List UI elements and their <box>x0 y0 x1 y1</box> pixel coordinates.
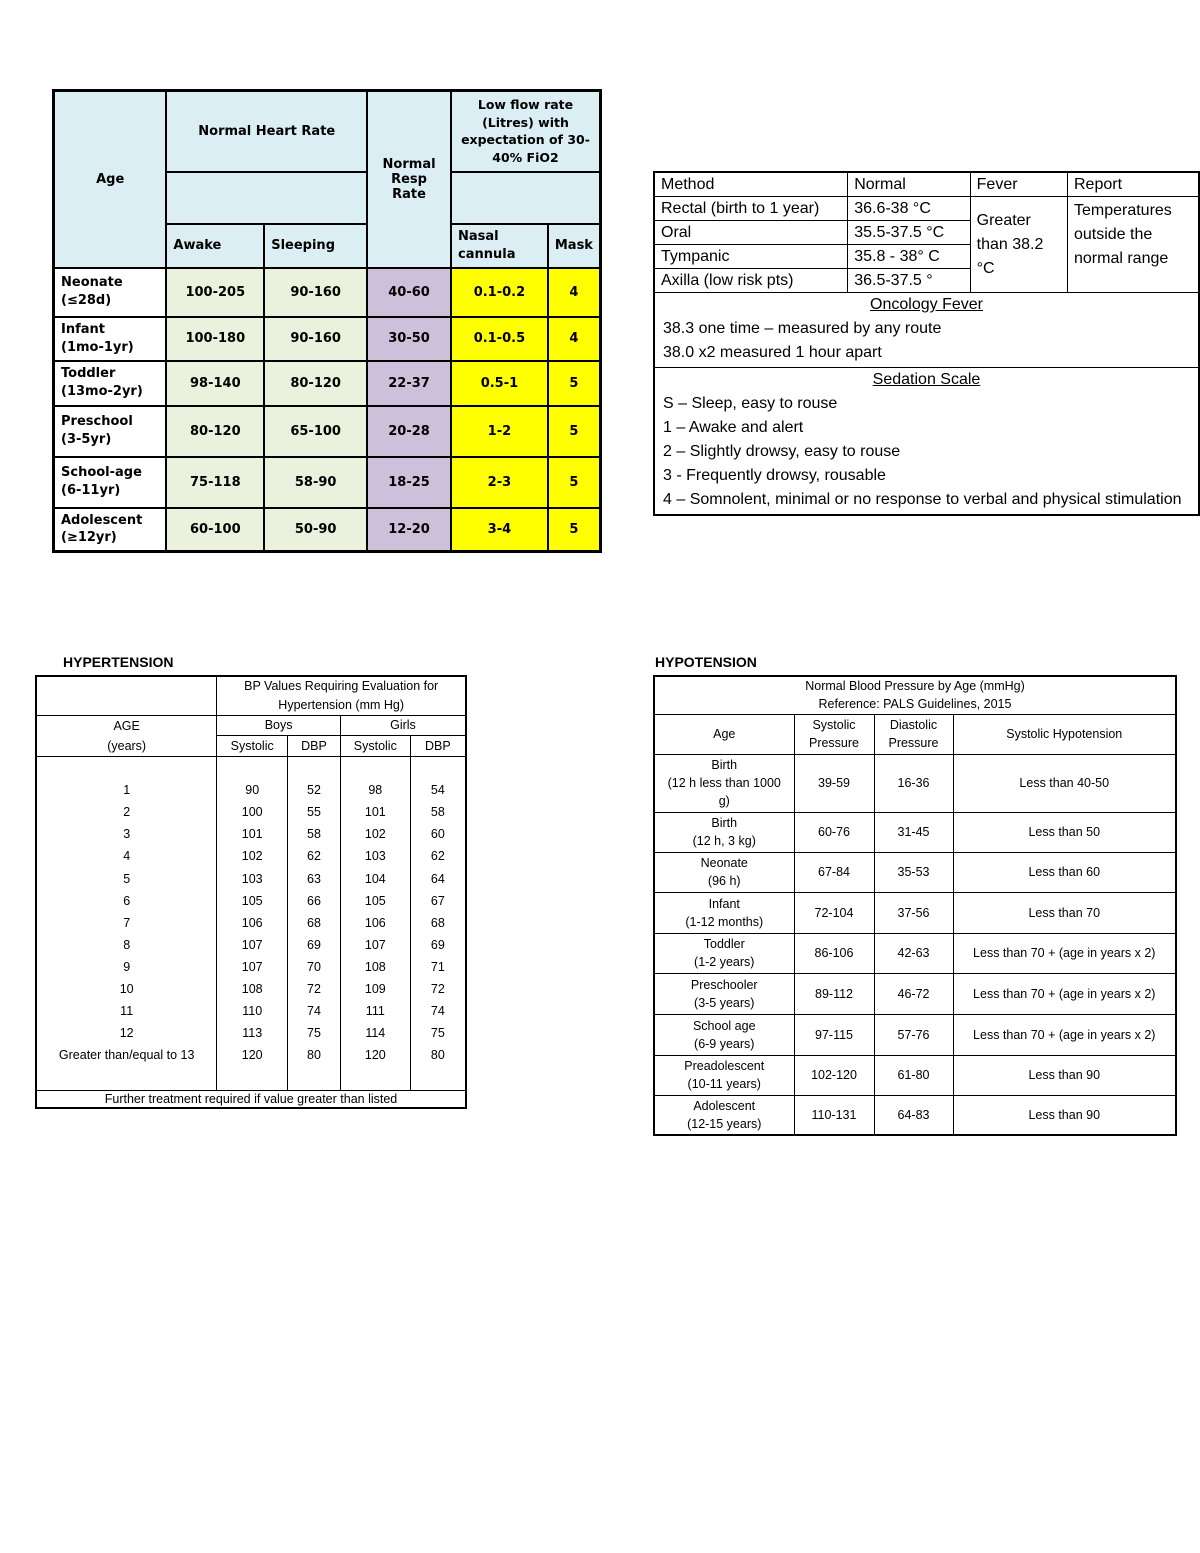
htn-row <box>36 779 466 801</box>
boys-dbp-cell: 80 <box>288 1044 341 1066</box>
hypo-age-name: Preschooler <box>690 977 758 992</box>
girls-dbp-cell: 71 <box>410 956 466 978</box>
girls-dbp-cell: 54 <box>410 779 466 801</box>
age-group-cell <box>54 317 167 361</box>
sedation-scale-section <box>654 368 1199 516</box>
sedation-line: S – Sleep, easy to rouse <box>663 395 838 412</box>
girls-systolic-cell: 105 <box>340 890 410 912</box>
boys-dbp-cell: 63 <box>288 867 341 889</box>
resp-rate-cell: 12-20 <box>367 508 451 552</box>
hypo-age-range: (1-12 months) <box>685 914 764 929</box>
age-group-cell <box>54 508 167 552</box>
hypo-reference: Reference: PALS Guidelines, 2015 <box>818 697 1012 712</box>
hypo-age-name: Birth <box>711 816 738 830</box>
hypo-age-cell <box>654 1014 794 1055</box>
boys-dbp-header: DBP <box>288 735 341 756</box>
vitals-row <box>54 317 601 361</box>
htn-age-cell: 6 <box>36 890 217 912</box>
age-group-cell <box>54 457 167 508</box>
htn-age-label: AGE <box>113 719 140 733</box>
boys-systolic-cell: 90 <box>217 779 288 801</box>
sedation-line: 4 – Somnolent, minimal or no response to verbal and physical stimulation <box>663 491 1182 508</box>
girls-systolic-cell: 114 <box>340 1022 410 1044</box>
hypo-title-cell <box>654 676 1176 714</box>
hypo-row <box>654 973 1176 1014</box>
hypo-age-range: (10-11 years) <box>687 1077 761 1091</box>
hypo-age-cell <box>654 754 794 812</box>
boys-systolic-header: Systolic <box>217 735 288 756</box>
hypo-threshold-cell: Less than 90 <box>953 1095 1176 1135</box>
boys-systolic-cell: 101 <box>217 823 288 845</box>
boys-dbp-cell: 58 <box>288 823 341 845</box>
low-flow-subheader-blank <box>451 172 601 224</box>
hypo-threshold-cell: Less than 70 + (age in years x 2) <box>953 933 1176 973</box>
girls-dbp-cell: 58 <box>410 801 466 823</box>
oncology-fever-title: Oncology Fever <box>870 296 983 313</box>
sedation-line: 2 – Slightly drowsy, easy to rouse <box>663 443 901 460</box>
hypo-systolic-cell: 39-59 <box>794 754 874 812</box>
hypo-threshold-cell: Less than 70 <box>953 892 1176 933</box>
hypo-age-range: (12-15 years) <box>687 1116 762 1131</box>
mask-flow-cell: 4 <box>548 268 601 317</box>
hypo-systolic-cell: 102-120 <box>794 1055 874 1095</box>
nasal-flow-cell: 3-4 <box>451 508 548 552</box>
hypo-age-cell <box>654 892 794 933</box>
age-group-range: (3-5yr) <box>61 432 112 447</box>
girls-systolic-cell: 106 <box>340 912 410 934</box>
hypo-age-range: (12 h, 3 kg) <box>692 834 756 848</box>
age-group-name: School-age <box>61 465 142 481</box>
hypo-systolic-cell: 86-106 <box>794 933 874 973</box>
nasal-flow-cell: 0.1-0.5 <box>451 317 548 361</box>
age-group-cell <box>54 361 167 406</box>
age-group-name: Infant <box>61 321 105 337</box>
boys-dbp-cell: 69 <box>288 934 341 956</box>
awake-header: Awake <box>166 224 264 268</box>
htn-age-unit: (years) <box>107 739 147 753</box>
nasal-flow-cell: 2-3 <box>451 457 548 508</box>
htn-row <box>36 867 466 889</box>
hypo-threshold-cell: Less than 50 <box>953 812 1176 852</box>
age-group-name: Preschool <box>61 414 133 430</box>
vitals-row <box>54 361 601 406</box>
temperature-table <box>653 171 1200 516</box>
girls-dbp-cell: 75 <box>410 1022 466 1044</box>
resp-rate-cell: 30-50 <box>367 317 451 361</box>
sleeping-hr-cell: 90-160 <box>264 268 367 317</box>
hypo-diastolic-cell: 46-72 <box>874 973 953 1014</box>
awake-hr-cell: 80-120 <box>166 406 264 457</box>
hypo-diastolic-cell: 61-80 <box>874 1055 953 1095</box>
awake-hr-cell: 60-100 <box>166 508 264 552</box>
htn-age-cell: 11 <box>36 1000 217 1022</box>
girls-systolic-cell: 103 <box>340 845 410 867</box>
hypo-age-header: Age <box>654 714 794 754</box>
htn-row <box>36 912 466 934</box>
girls-systolic-cell: 108 <box>340 956 410 978</box>
hypo-age-range: (1-2 years) <box>694 955 755 969</box>
hypo-diastolic-header: Diastolic Pressure <box>874 714 953 754</box>
oncology-line: 38.0 x2 measured 1 hour apart <box>663 344 882 361</box>
htn-age-header <box>36 716 217 757</box>
girls-dbp-cell: 68 <box>410 912 466 934</box>
boys-dbp-cell: 70 <box>288 956 341 978</box>
boys-dbp-cell: 68 <box>288 912 341 934</box>
hypo-systolic-cell: 97-115 <box>794 1014 874 1055</box>
girls-dbp-cell: 69 <box>410 934 466 956</box>
girls-systolic-cell: 98 <box>340 779 410 801</box>
method-cell: Oral <box>654 221 848 245</box>
heart-rate-header: Normal Heart Rate <box>166 91 367 172</box>
girls-dbp-cell: 67 <box>410 890 466 912</box>
sleeping-hr-cell: 90-160 <box>264 317 367 361</box>
boys-systolic-cell: 102 <box>217 845 288 867</box>
oncology-fever-section <box>654 293 1199 368</box>
nasal-flow-cell: 1-2 <box>451 406 548 457</box>
hypo-age-range: (6-9 years) <box>694 1036 755 1051</box>
hypo-age-name: Toddler <box>703 937 745 951</box>
normal-cell: 36.6-38 °C <box>848 197 970 221</box>
hypo-hypotension-header: Systolic Hypotension <box>953 714 1176 754</box>
girls-systolic-cell: 109 <box>340 978 410 1000</box>
hypo-age-cell <box>654 812 794 852</box>
normal-cell: 36.5-37.5 ° <box>848 269 970 293</box>
sleeping-hr-cell: 50-90 <box>264 508 367 552</box>
hypo-age-cell <box>654 973 794 1014</box>
hypo-diastolic-cell: 64-83 <box>874 1095 953 1135</box>
vitals-row <box>54 268 601 317</box>
htn-age-cell: 7 <box>36 912 217 934</box>
hypo-row <box>654 1055 1176 1095</box>
htn-row <box>36 934 466 956</box>
hypo-diastolic-cell: 57-76 <box>874 1014 953 1055</box>
boys-systolic-cell: 106 <box>217 912 288 934</box>
hypertension-table <box>35 675 467 1109</box>
hypo-systolic-cell: 110-131 <box>794 1095 874 1135</box>
hypo-age-cell <box>654 852 794 892</box>
fever-value: Greater than 38.2 °C <box>970 197 1067 293</box>
sedation-line: 1 – Awake and alert <box>663 419 804 436</box>
hypo-age-range: (96 h) <box>707 874 741 888</box>
hypo-row <box>654 933 1176 973</box>
hypo-age-cell <box>654 933 794 973</box>
hypo-threshold-cell: Less than 60 <box>953 852 1176 892</box>
age-group-cell <box>54 268 167 317</box>
vitals-row <box>54 406 601 457</box>
hypo-threshold-cell: Less than 90 <box>953 1055 1176 1095</box>
nasal-header: Nasal cannula <box>451 224 548 268</box>
sleeping-hr-cell: 58-90 <box>264 457 367 508</box>
hypo-row <box>654 754 1176 812</box>
method-header: Method <box>654 172 848 197</box>
vitals-table <box>52 89 602 553</box>
boys-dbp-cell: 62 <box>288 845 341 867</box>
boys-dbp-cell: 74 <box>288 1000 341 1022</box>
boys-dbp-cell: 55 <box>288 801 341 823</box>
nasal-flow-cell: 0.1-0.2 <box>451 268 548 317</box>
hypo-age-cell <box>654 1095 794 1135</box>
htn-row <box>36 1000 466 1022</box>
hypo-row <box>654 812 1176 852</box>
girls-dbp-header: DBP <box>410 735 466 756</box>
age-group-cell <box>54 406 167 457</box>
boys-systolic-cell: 113 <box>217 1022 288 1044</box>
girls-systolic-cell: 102 <box>340 823 410 845</box>
resp-rate-cell: 18-25 <box>367 457 451 508</box>
mask-flow-cell: 5 <box>548 406 601 457</box>
report-header: Report <box>1067 172 1199 197</box>
age-header: Age <box>54 91 167 268</box>
awake-hr-cell: 98-140 <box>166 361 264 406</box>
sedation-scale-title: Sedation Scale <box>872 371 981 388</box>
htn-row <box>36 1044 466 1066</box>
heart-rate-subheader-blank <box>166 172 367 224</box>
hypo-row <box>654 1095 1176 1135</box>
boys-systolic-cell: 105 <box>217 890 288 912</box>
resp-rate-header: Normal Resp Rate <box>367 91 451 268</box>
girls-systolic-cell: 111 <box>340 1000 410 1022</box>
hypo-age-range: (3-5 years) <box>694 995 755 1010</box>
age-group-name: Neonate <box>61 275 123 291</box>
report-value: Temperatures outside the normal range <box>1067 197 1199 293</box>
hypertension-label: HYPERTENSION <box>63 654 174 670</box>
boys-dbp-cell: 75 <box>288 1022 341 1044</box>
htn-age-cell: 12 <box>36 1022 217 1044</box>
hypo-age-cell <box>654 1055 794 1095</box>
age-group-range: (≤28d) <box>61 293 112 308</box>
awake-hr-cell: 75-118 <box>166 457 264 508</box>
hypotension-table <box>653 675 1177 1136</box>
htn-age-cell: 10 <box>36 978 217 1000</box>
hypo-row <box>654 1014 1176 1055</box>
hypo-age-name: Preadolescent <box>684 1059 765 1073</box>
vitals-row <box>54 457 601 508</box>
htn-row <box>36 978 466 1000</box>
htn-age-cell: 8 <box>36 934 217 956</box>
boys-systolic-cell: 108 <box>217 978 288 1000</box>
boys-systolic-cell: 120 <box>217 1044 288 1066</box>
htn-age-cell: 3 <box>36 823 217 845</box>
htn-age-cell: Greater than/equal to 13 <box>36 1044 217 1066</box>
htn-corner-blank <box>36 676 217 716</box>
awake-hr-cell: 100-205 <box>166 268 264 317</box>
boys-systolic-cell: 107 <box>217 934 288 956</box>
boys-dbp-cell: 52 <box>288 779 341 801</box>
hypo-age-range: (12 h less than 1000 g) <box>667 776 781 808</box>
girls-dbp-cell: 60 <box>410 823 466 845</box>
normal-cell: 35.8 - 38° C <box>848 245 970 269</box>
sleeping-hr-cell: 80-120 <box>264 361 367 406</box>
hypo-systolic-cell: 67-84 <box>794 852 874 892</box>
hypo-row <box>654 852 1176 892</box>
low-flow-header: Low flow rate (Litres) with expectation of 30-40% FiO2 <box>451 91 601 172</box>
girls-dbp-cell: 74 <box>410 1000 466 1022</box>
hypo-age-name: Neonate <box>700 856 748 870</box>
method-cell: Tympanic <box>654 245 848 269</box>
oncology-line: 38.3 one time – measured by any route <box>663 320 942 337</box>
resp-rate-cell: 40-60 <box>367 268 451 317</box>
resp-rate-cell: 22-37 <box>367 361 451 406</box>
girls-systolic-cell: 107 <box>340 934 410 956</box>
boys-dbp-cell: 72 <box>288 978 341 1000</box>
htn-age-cell: 2 <box>36 801 217 823</box>
mask-flow-cell: 5 <box>548 361 601 406</box>
hypo-threshold-cell: Less than 70 + (age in years x 2) <box>953 1014 1176 1055</box>
normal-cell: 35.5-37.5 °C <box>848 221 970 245</box>
hypo-systolic-cell: 89-112 <box>794 973 874 1014</box>
htn-title: BP Values Requiring Evaluation for Hypertension (mm Hg) <box>217 676 466 716</box>
mask-header: Mask <box>548 224 601 268</box>
boys-systolic-cell: 103 <box>217 867 288 889</box>
mask-flow-cell: 4 <box>548 317 601 361</box>
boys-systolic-cell: 107 <box>217 956 288 978</box>
hypo-age-name: Infant <box>708 896 740 911</box>
girls-systolic-cell: 104 <box>340 867 410 889</box>
hypo-row <box>654 892 1176 933</box>
vitals-row <box>54 508 601 552</box>
htn-row <box>36 1022 466 1044</box>
hypo-diastolic-cell: 31-45 <box>874 812 953 852</box>
age-group-range: (≥12yr) <box>61 530 117 546</box>
age-group-name: Adolescent <box>61 512 143 528</box>
hypo-threshold-cell: Less than 70 + (age in years x 2) <box>953 973 1176 1014</box>
hypo-age-name: Adolescent <box>693 1098 756 1113</box>
hypotension-label: HYPOTENSION <box>655 654 757 670</box>
age-group-range: (6-11yr) <box>61 483 121 498</box>
girls-systolic-header: Systolic <box>340 735 410 756</box>
girls-dbp-cell: 64 <box>410 867 466 889</box>
hypo-title: Normal Blood Pressure by Age (mmHg) <box>805 679 1025 694</box>
htn-age-cell: 9 <box>36 956 217 978</box>
girls-systolic-cell: 101 <box>340 801 410 823</box>
boys-dbp-cell: 66 <box>288 890 341 912</box>
htn-age-cell: 4 <box>36 845 217 867</box>
htn-age-cell: 5 <box>36 867 217 889</box>
hypo-systolic-header: Systolic Pressure <box>794 714 874 754</box>
htn-footer: Further treatment required if value greater than listed <box>36 1090 466 1108</box>
hypo-diastolic-cell: 35-53 <box>874 852 953 892</box>
normal-header: Normal <box>848 172 970 197</box>
girls-systolic-cell: 120 <box>340 1044 410 1066</box>
mask-flow-cell: 5 <box>548 457 601 508</box>
resp-rate-cell: 20-28 <box>367 406 451 457</box>
htn-row <box>36 890 466 912</box>
method-cell: Rectal (birth to 1 year) <box>654 197 848 221</box>
mask-flow-cell: 5 <box>548 508 601 552</box>
hypo-diastolic-cell: 16-36 <box>874 754 953 812</box>
htn-age-cell: 1 <box>36 779 217 801</box>
girls-dbp-cell: 62 <box>410 845 466 867</box>
awake-hr-cell: 100-180 <box>166 317 264 361</box>
hypo-age-name: School age <box>692 1018 756 1033</box>
girls-dbp-cell: 80 <box>410 1044 466 1066</box>
hypo-systolic-cell: 60-76 <box>794 812 874 852</box>
age-group-range: (1mo-1yr) <box>61 339 134 355</box>
hypo-age-name: Birth <box>711 758 738 772</box>
hypo-threshold-cell: Less than 40-50 <box>953 754 1176 812</box>
htn-row <box>36 823 466 845</box>
girls-header: Girls <box>340 716 466 736</box>
hypo-systolic-cell: 72-104 <box>794 892 874 933</box>
htn-row <box>36 801 466 823</box>
boys-header: Boys <box>217 716 341 736</box>
hypo-diastolic-cell: 37-56 <box>874 892 953 933</box>
girls-dbp-cell: 72 <box>410 978 466 1000</box>
age-group-range: (13mo-2yr) <box>61 384 143 399</box>
fever-header: Fever <box>970 172 1067 197</box>
hypo-diastolic-cell: 42-63 <box>874 933 953 973</box>
sedation-line: 3 - Frequently drowsy, rousable <box>663 467 886 484</box>
boys-systolic-cell: 110 <box>217 1000 288 1022</box>
boys-systolic-cell: 100 <box>217 801 288 823</box>
sleeping-hr-cell: 65-100 <box>264 406 367 457</box>
method-cell: Axilla (low risk pts) <box>654 269 848 293</box>
htn-row <box>36 845 466 867</box>
age-group-name: Toddler <box>61 366 116 382</box>
nasal-flow-cell: 0.5-1 <box>451 361 548 406</box>
htn-row <box>36 956 466 978</box>
sleeping-header: Sleeping <box>264 224 367 268</box>
